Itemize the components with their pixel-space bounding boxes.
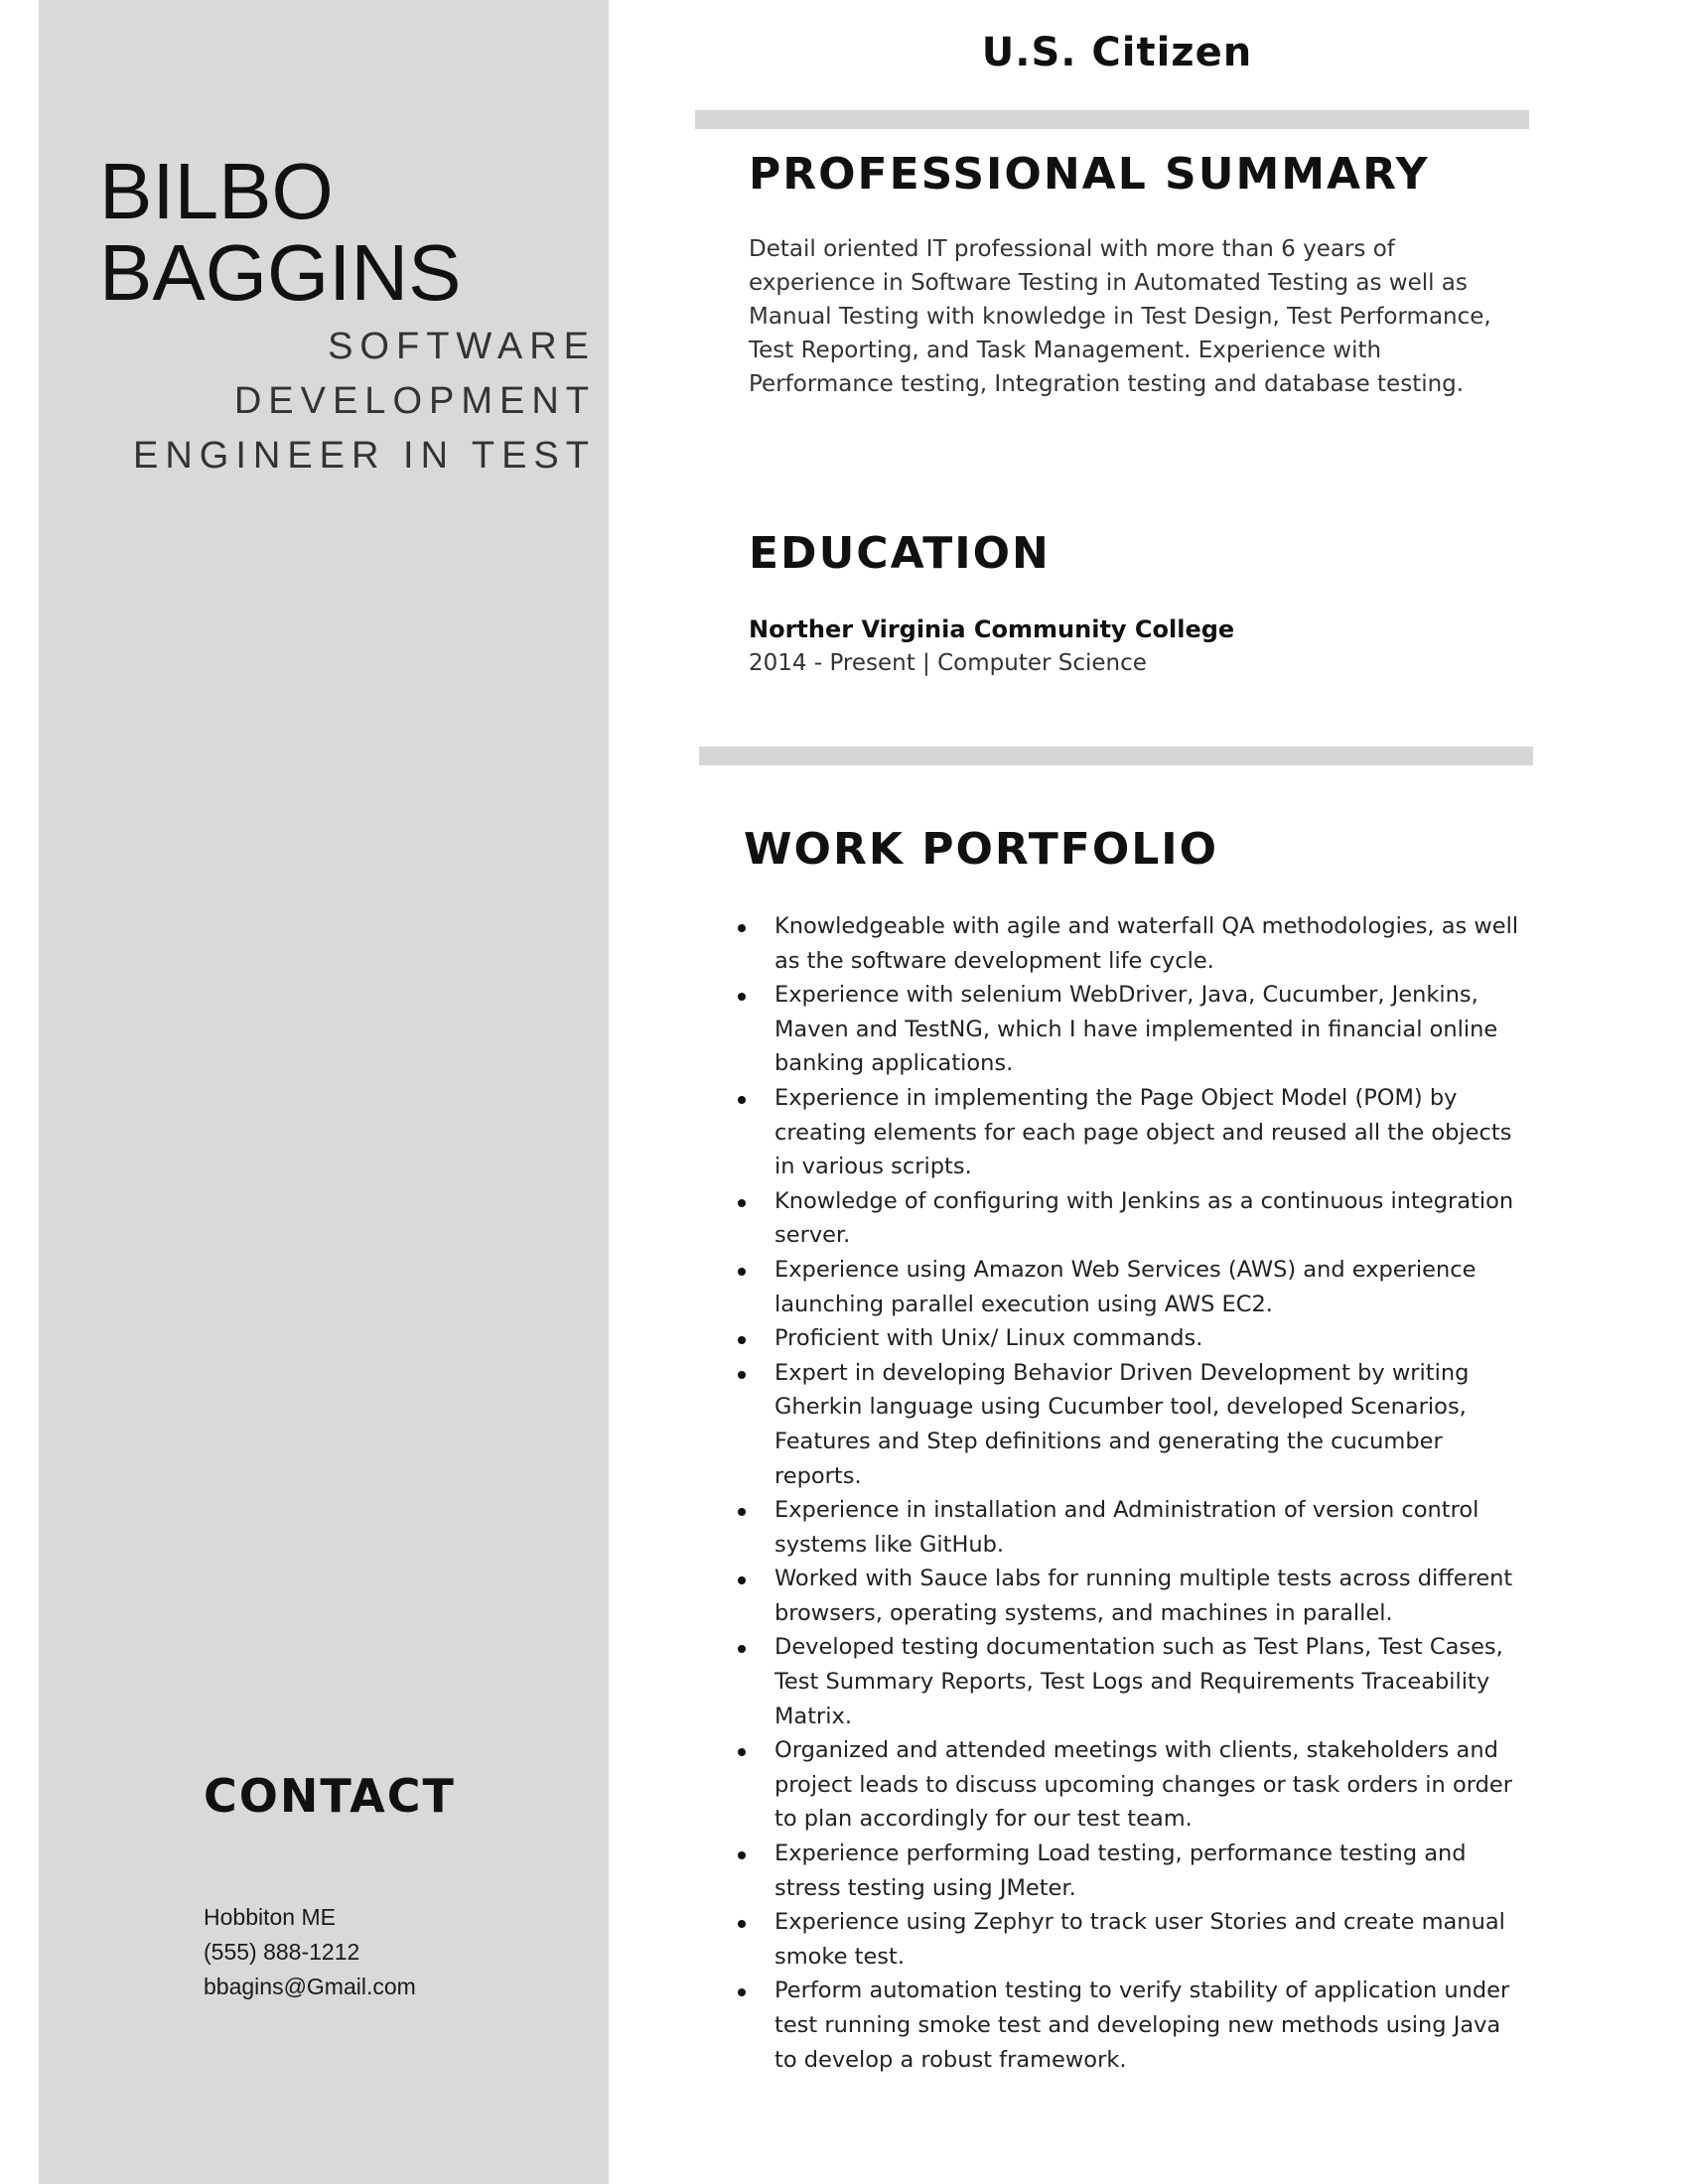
school-name: Norther Virginia Community College — [749, 615, 1235, 643]
job-title — [40, 320, 596, 483]
portfolio-item: Perform automation testing to verify stability of application under test running smoke test and developing new methods using Java to develop a robust framework. — [735, 1974, 1529, 2077]
summary-text: Detail oriented IT professional with more than 6 years of experience in Software Testing in Automated Testing as well as Manual Testing with knowledge in Test Design, Test Performance, Test Reporting, and Task Management. Experience with Performance testing, Integration testing and database testing. — [749, 236, 1491, 397]
portfolio-item: Experience with selenium WebDriver, Java, Cucumber, Jenkins, Maven and TestNG, which I have implemented in financial online banking applications. — [735, 978, 1529, 1081]
job-title-line: DEVELOPMENT — [233, 380, 596, 422]
education-heading: EDUCATION — [749, 528, 1051, 579]
name-first-line: BILBO — [99, 147, 334, 235]
portfolio-item: Experience in implementing the Page Object Model (POM) by creating elements for each page object and reused all the objects in various scripts. — [735, 1081, 1529, 1184]
job-title-line: ENGINEER IN TEST — [132, 435, 596, 477]
contact-location: Hobbiton ME — [204, 1904, 336, 1930]
portfolio-item: Knowledgeable with agile and waterfall QA methodologies, as well as the software development life cycle. — [735, 909, 1529, 978]
name-second-line: BAGGINS — [99, 228, 462, 317]
contact-phone: (555) 888-1212 — [204, 1939, 360, 1965]
education-detail: 2014 - Present | Computer Science — [749, 650, 1147, 676]
contact-email: bbagins@Gmail.com — [204, 1974, 416, 1999]
portfolio-item: Experience using Zephyr to track user Stories and create manual smoke test. — [735, 1905, 1529, 1974]
citizenship: U.S. Citizen — [981, 30, 1253, 75]
portfolio-item: Organized and attended meetings with clients, stakeholders and project leads to discuss upcoming changes or task orders in order to plan accordingly for our test team. — [735, 1733, 1529, 1837]
portfolio-item: Experience in installation and Administration of version control systems like GitHub. — [735, 1493, 1529, 1562]
section-divider — [699, 747, 1533, 765]
work-portfolio-list — [735, 909, 1529, 2077]
job-title-line: SOFTWARE — [328, 326, 596, 367]
portfolio-item: Developed testing documentation such as Test Plans, Test Cases, Test Summary Reports, Test Logs and Requirements Traceability Matrix. — [735, 1630, 1529, 1733]
portfolio-item: Experience performing Load testing, performance testing and stress testing using JMeter. — [735, 1837, 1529, 1905]
contact-heading: CONTACT — [204, 1769, 456, 1823]
portfolio-item: Expert in developing Behavior Driven Development by writing Gherkin language using Cucumber tool, developed Scenarios, Features and Step definitions and generating the cucumber reports. — [735, 1356, 1529, 1493]
portfolio-item: Proficient with Unix/ Linux commands. — [735, 1321, 1529, 1356]
portfolio-item: Experience using Amazon Web Services (AWS) and experience launching parallel execution using AWS EC2. — [735, 1253, 1529, 1321]
candidate-name — [99, 147, 462, 317]
work-heading: WORK PORTFOLIO — [744, 824, 1219, 875]
section-divider — [695, 110, 1529, 129]
portfolio-item: Worked with Sauce labs for running multiple tests across different browsers, operating systems, and machines in parallel. — [735, 1562, 1529, 1630]
contact-details — [204, 1900, 416, 2004]
portfolio-item: Knowledge of configuring with Jenkins as a continuous integration server. — [735, 1184, 1529, 1253]
summary-heading: PROFESSIONAL SUMMARY — [749, 149, 1430, 200]
